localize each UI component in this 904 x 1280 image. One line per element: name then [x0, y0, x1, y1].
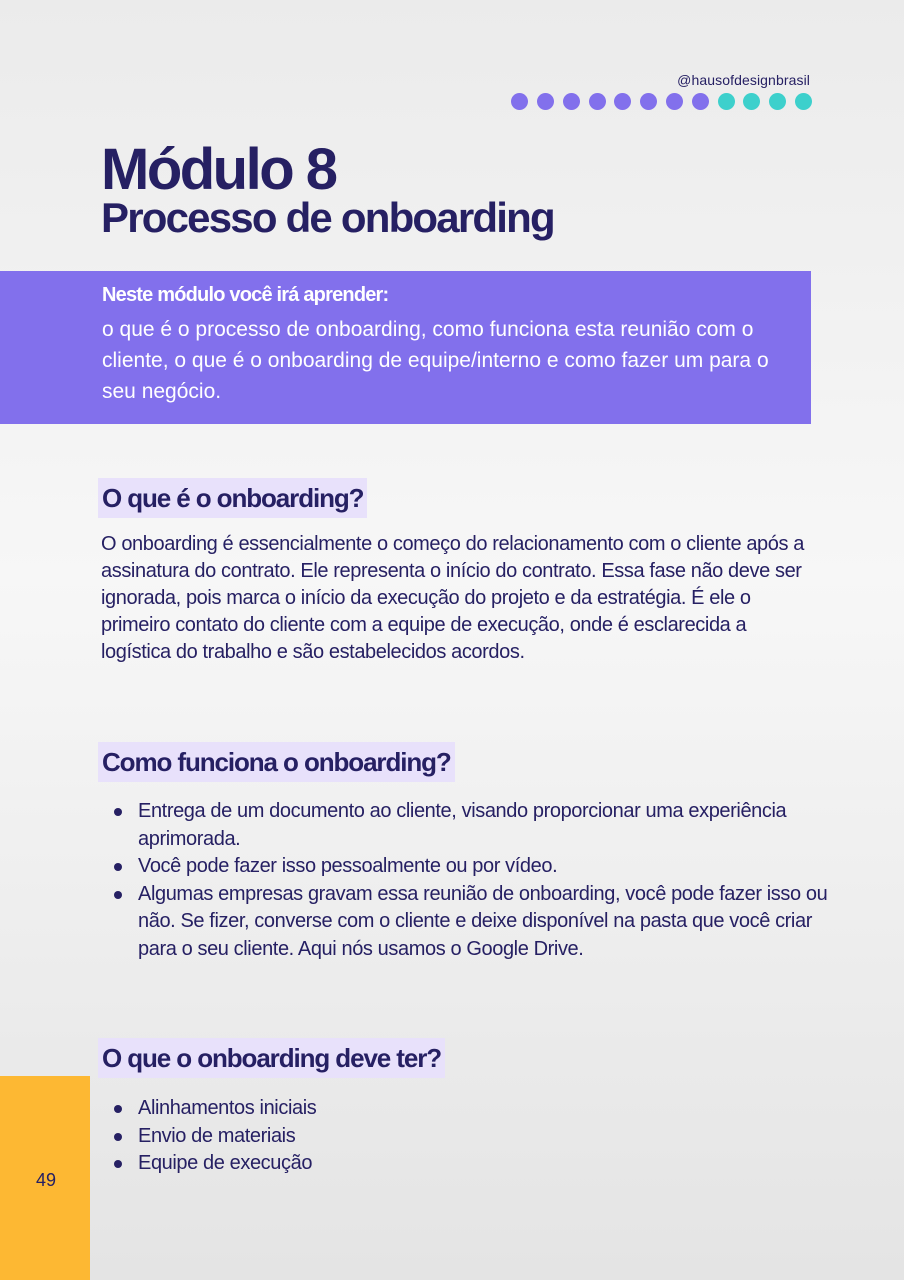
progress-dot-icon	[692, 93, 709, 110]
list-item-text: Alinhamentos iniciais	[138, 1097, 317, 1119]
brand-handle: @hausofdesignbrasil	[677, 72, 810, 88]
progress-dots	[511, 93, 812, 110]
how-it-works-list	[138, 798, 828, 963]
progress-dot-icon	[614, 93, 631, 110]
section-body-what-is: O onboarding é essencialmente o começo do relacionamento com o cliente após a assinatura do contrato. Ele representa o início do contrato. Essa fase não deve ser ignorada, pois marca o início da execução do projeto e da estratégia. É ele o primeiro contato do cliente com a equipe de execução, onde é esclarecida a logística do trabalho e são estabelecidos acordos.	[101, 533, 804, 663]
bullet-dot-icon	[114, 1133, 122, 1141]
progress-dot-icon	[743, 93, 760, 110]
page-subtitle: Processo de onboarding	[101, 194, 554, 241]
list-item	[138, 1123, 828, 1151]
bullet-dot-icon	[114, 808, 122, 816]
list-item-text: Envio de materiais	[138, 1124, 296, 1147]
list-item-text: Entrega de um documento ao cliente, visando proporcionar uma experiência aprimorada.	[138, 800, 787, 850]
list-item-text: Algumas empresas gravam essa reunião de onboarding, você pode fazer isso ou não. Se fizer, converse com o cliente e deixe disponível na pasta que você criar para o seu cliente. Aqui nós usamos o Google Drive.	[138, 882, 828, 960]
learning-banner	[0, 271, 811, 424]
progress-dot-icon	[589, 93, 606, 110]
page-title: Módulo 8	[101, 137, 336, 202]
bullet-dot-icon	[114, 1105, 122, 1113]
list-item	[138, 1150, 828, 1178]
list-item	[138, 1095, 828, 1123]
list-item-text: Você pode fazer isso pessoalmente ou por vídeo.	[138, 855, 558, 877]
progress-dot-icon	[666, 93, 683, 110]
progress-dot-icon	[718, 93, 735, 110]
progress-dot-icon	[537, 93, 554, 110]
section-heading-must-have: O que o onboarding deve ter?	[98, 1038, 445, 1078]
banner-title: Neste módulo você irá aprender:	[102, 284, 389, 306]
list-item-text: Equipe de execução	[138, 1152, 313, 1174]
banner-text: o que é o processo de onboarding, como funciona esta reunião com o cliente, o que é o onboarding de equipe/interno e como fazer um para o seu negócio.	[102, 318, 769, 403]
bullet-dot-icon	[114, 891, 122, 899]
progress-dot-icon	[563, 93, 580, 110]
list-item	[138, 853, 828, 881]
section-heading-what-is: O que é o onboarding?	[98, 478, 367, 518]
list-item	[138, 798, 828, 853]
progress-dot-icon	[511, 93, 528, 110]
must-have-list	[138, 1095, 828, 1178]
list-item	[138, 881, 828, 964]
section-heading-how-it-works: Como funciona o onboarding?	[98, 742, 455, 782]
bullet-dot-icon	[114, 863, 122, 871]
page-number: 49	[36, 1170, 57, 1190]
bullet-dot-icon	[114, 1160, 122, 1168]
progress-dot-icon	[640, 93, 657, 110]
progress-dot-icon	[795, 93, 812, 110]
progress-dot-icon	[769, 93, 786, 110]
